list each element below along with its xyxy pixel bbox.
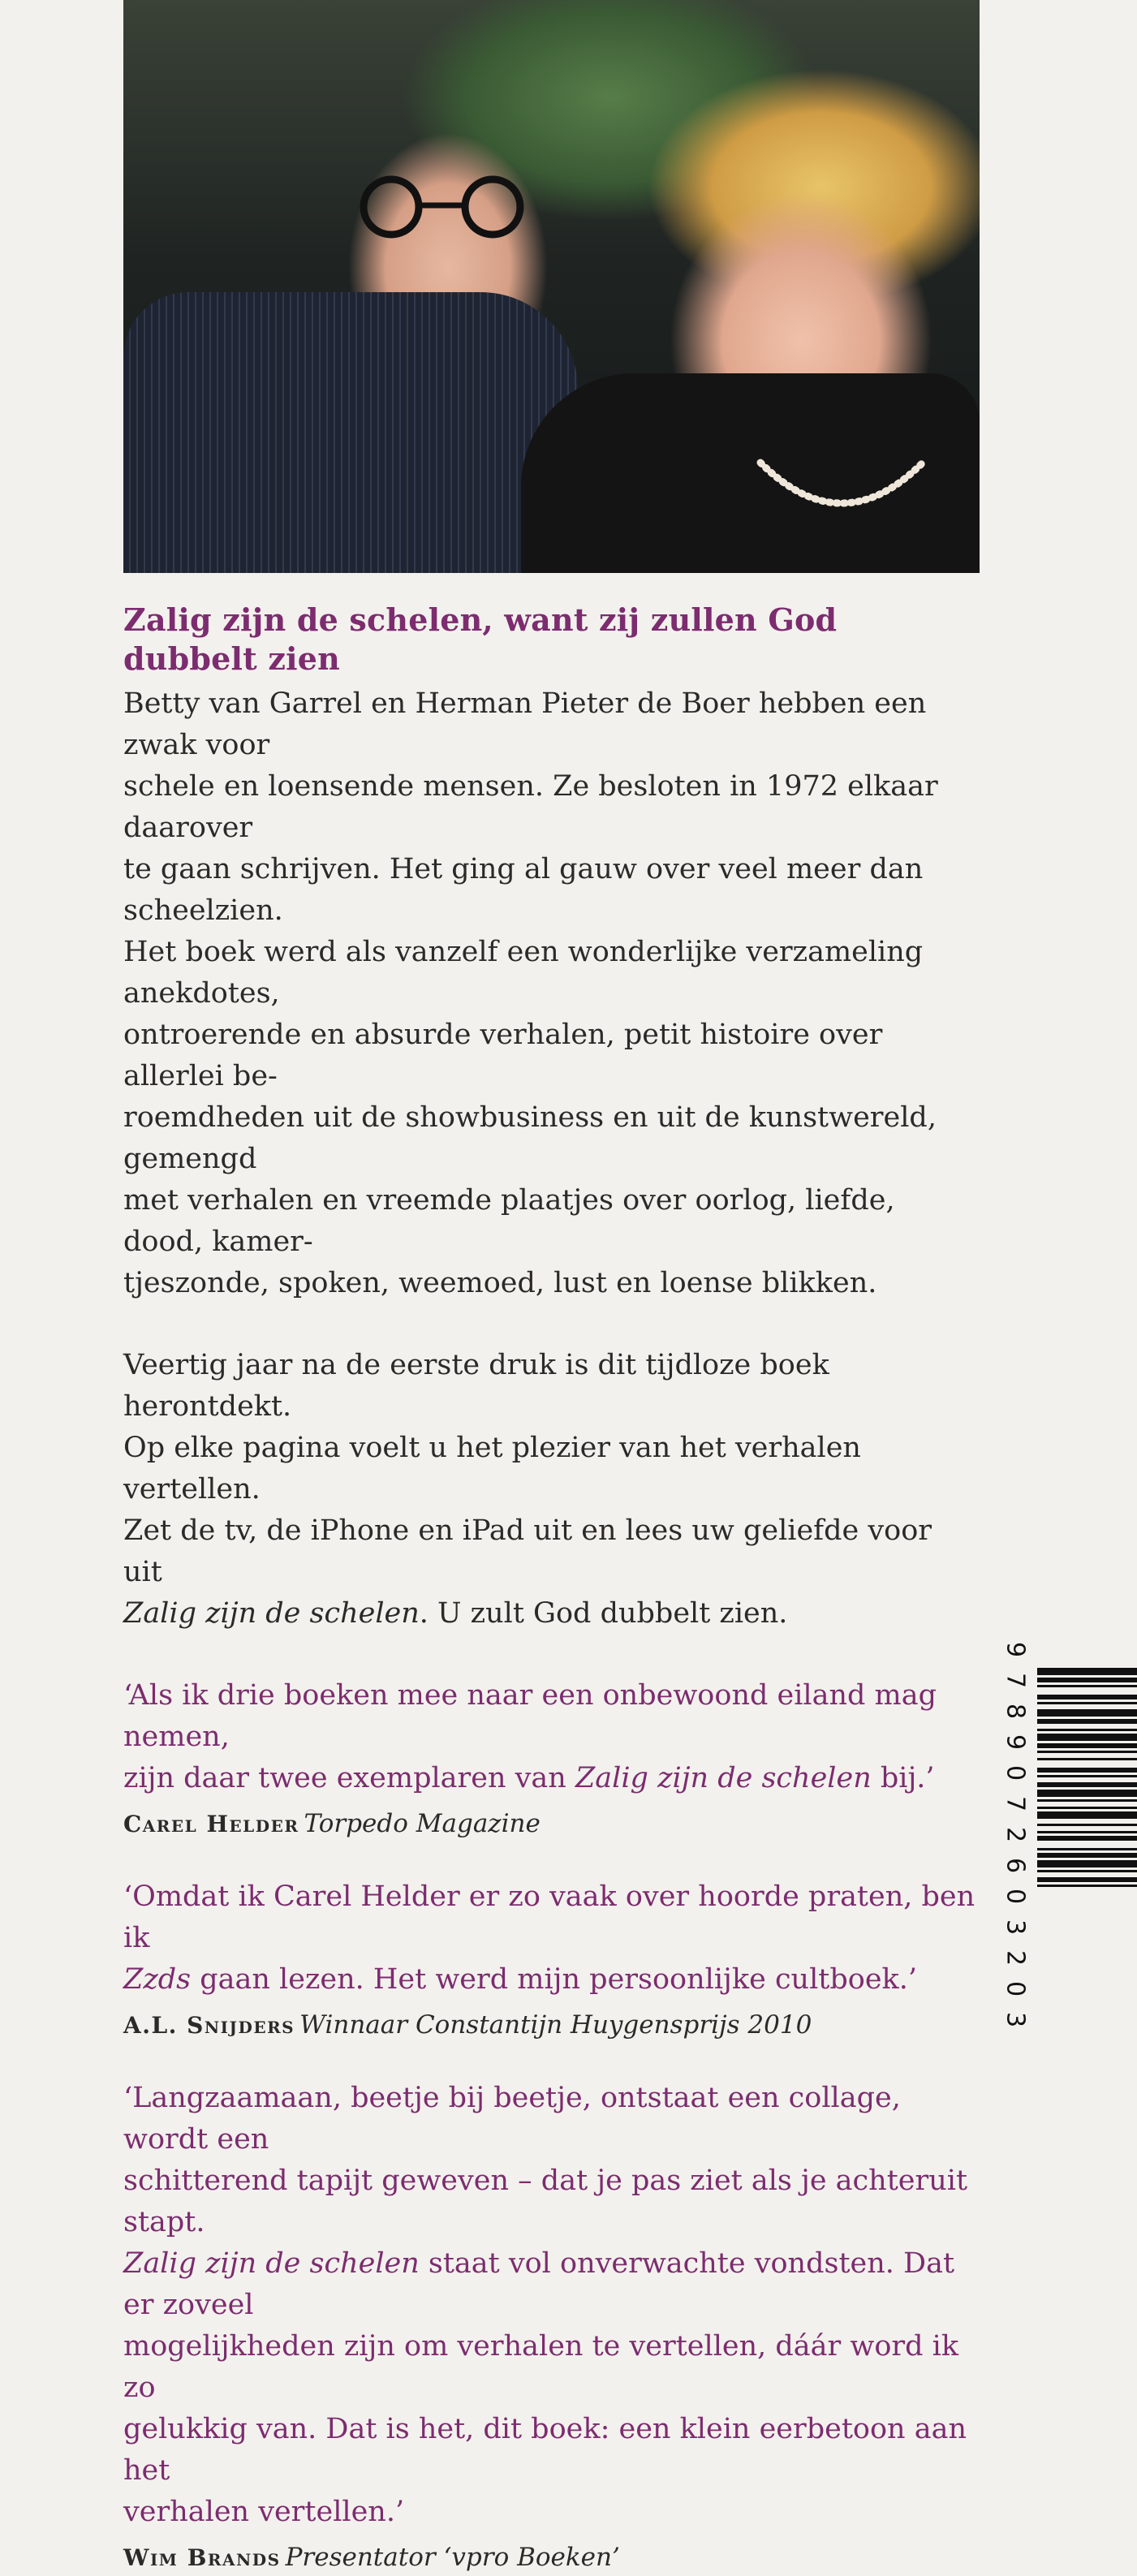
paragraph-rediscovered: Veertig jaar na de eerste druk is dit tijdloze boek herontdekt. Op elke pagina voelt u het plezier van het verhalen vertellen. Zet de tv, de iPhone en iPad uit en lees uw geliefde voor uit Zalig zijn de schelen. U zult God dubbelt zien.: [123, 1349, 932, 1630]
attribution-al-snijders: A.L. Snijders Winnaar Constantijn Huygensprijs 2010: [123, 2010, 812, 2040]
paragraph-intro: Betty van Garrel en Herman Pieter de Boer hebben een zwak voor schele en loensende mensen. Ze besloten in 1972 elkaar daarover te gaan schrijven. Het ging al gauw over veel meer dan scheelzien. Het boek werd als vanzelf een wonderlijke verzameling anekdotes, ontroerende en absurde verhalen, petit histoire over allerlei be- roemdheden uit de showbusiness en uit de kunstwereld, gemengd met verhalen en vreemde plaatjes over oorlog, liefde, dood, kamer- tjeszonde, spoken, weemoed, lust en loense blikken.: [123, 687, 938, 1299]
isbn-digit: 6: [1001, 1857, 1030, 1874]
isbn-digit: 3: [1001, 1919, 1030, 1936]
isbn-digit: 9: [1001, 1734, 1030, 1751]
back-cover-text: [123, 601, 975, 2576]
quote-carel-helder: ‘Als ik drie boeken mee naar een onbewoond eiland mag nemen, zijn daar twee exemplaren van Zalig zijn de schelen bij.’: [123, 1679, 937, 1794]
glasses-icon: [342, 174, 545, 239]
book-title: Zalig zijn de schelen, want zij zullen God dubbelt zien: [123, 601, 838, 677]
author-photo: [123, 0, 980, 573]
quote-wim-brands: ‘Langzaamaan, beetje bij beetje, ontstaat een collage, wordt een schitterend tapijt geweven – dat je pas ziet als je achteruit stapt. Zalig zijn de schelen staat vol onverwachte vondsten. Dat er zoveel mogelijkheden zijn om verhalen te vertellen, dáár word ik zo gelukkig van. Dat is het, dit boek: een klein eerbetoon aan het verhalen vertellen.’: [123, 2082, 968, 2528]
isbn-digit: 0: [1001, 1888, 1030, 1905]
attribution-carel-helder: Carel Helder Torpedo Magazine: [123, 1809, 541, 1838]
man-shirt: [123, 292, 578, 573]
isbn-barcode: [998, 1635, 1137, 2041]
quote-al-snijders: ‘Omdat ik Carel Helder er zo vaak over hoorde praten, ben ik Zzds gaan lezen. Het werd mijn persoonlijke cultboek.’: [123, 1880, 975, 1996]
isbn-digit: 2: [1001, 1949, 1030, 1966]
pearl-necklace-icon: [756, 454, 927, 528]
barcode-bars-icon: [1037, 1668, 1137, 2025]
attribution-wim-brands: Wim Brands Presentator ‘vpro Boeken’: [123, 2543, 620, 2572]
isbn-digit: 3: [1001, 2011, 1030, 2028]
isbn-digit: 2: [1001, 1826, 1030, 1843]
isbn-digit: 9: [1001, 1641, 1030, 1658]
isbn-digit: 0: [1001, 1764, 1030, 1781]
isbn-digits: [998, 1635, 1031, 2041]
isbn-digit: 7: [1001, 1672, 1030, 1689]
isbn-digit: 0: [1001, 1980, 1030, 1997]
isbn-digit: 7: [1001, 1795, 1030, 1812]
isbn-digit: 8: [1001, 1703, 1030, 1720]
